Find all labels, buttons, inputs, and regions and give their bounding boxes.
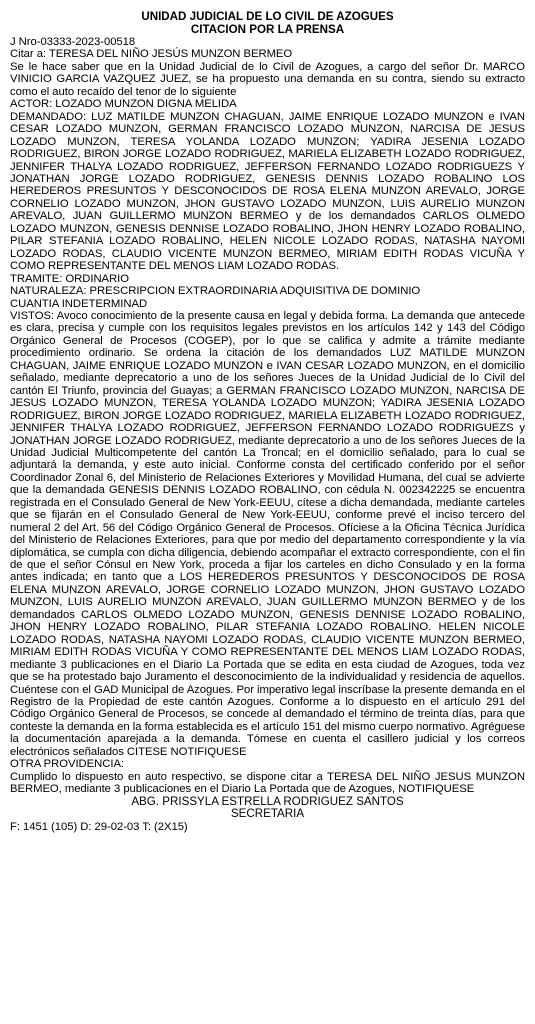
case-number: J Nro-03333-2023-00518 [10,36,136,48]
defendants-paragraph: DEMANDADO: LUZ MATILDE MUNZON CHAGUAN, JAIME ENRIQUE LOZADO MUNZON e IVAN CESAR LOZADO MUNZON, GERMAN FRANCISCO LOZADO MUNZON, NARCISA DE JESUS LOZADO MUNZON, TERESA YOLANDA LOZADO MUNZON; YADIRA JESENIA LOZADO RODRIGUEZ, BIRON JORGE LOZADO RODRIGUEZ, MARIELA ELIZABETH LOZADO RODRIGUEZ, JENNIFER THALYA LOZADO RODRIGUEZ, JEFFERSON FERNANDO LOZADO RODRIGUEZS Y JONATHAN JORGE LOZADO RODRIGUEZ, GENESIS DENNIS LOZADO ROBALINO LOS HEREDEROS PRESUNTOS Y DESCONOCIDOS DE ROSA ELENA MUNZON AREVALO, JORGE CORNELIO LOZADO MUNZON, JHON GUSTAVO LOZADO MUNZON, LUIS AURELIO MUNZON AREVALO, JUAN GUILLERMO MUNZON BERMEO y de los demandados CARLOS OLMEDO LOZADO MUNZON, GENESIS DENNISE LOZADO ROBALINO, JHON HENRY LOZADO ROBALINO, PILAR STEFANIA LOZADO ROBALINO, HELEN NICOLE LOZADO RODAS, NATASHA NAYOMI LOZADO RODAS, CLAUDIO VICENTE MUNZON BERMEO, MIRIAM EDITH RODAS VICUÑA Y COMO REPRESENTANTE DEL MENOS LIAM LOZADO RODAS. [10,110,525,273]
amount-line: CUANTIA INDETERMINAD [10,297,148,310]
actor-line: ACTOR: LOZADO MUNZON DIGNA MELIDA [10,98,237,111]
procedure-line: TRAMITE: ORDINARIO [10,272,129,285]
notice-title: CITACION POR LA PRENSA [190,22,345,36]
cited-person: Citar a: TERESA DEL NIÑO JESÚS MUNZON BERMEO [10,48,293,61]
vistos-paragraph: VISTOS: Avoco conocimiento de la presente causa en legal y debida forma. La demanda que antecede es clara, precisa y cumple con los requisitos legales previstos en los artículos 142 y 143 del Código Orgánico General de Procesos (COGEP), por lo que se califica y admite a trámite mediante procedimiento ordinario. Se ordena la citación de los demandados LUZ MATILDE MUNZON CHAGUAN, JAIME ENRIQUE LOZADO MUNZON e IVAN CESAR LOZADO MUNZON, en el domicilio señalado, mediante deprecatorio a uno de los señores Jueces de la Unidad Judicial de lo Civil del cantón El Triunfo, provincia del Guayas; a GERMAN FRANCISCO LOZADO MUNZON, NARCISA DE JESUS LOZADO MUNZON, TERESA YOLANDA LOZADO MUNZON; YADIRA JESENIA LOZADO RODRIGUEZ, BIRON JORGE LOZADO RODRIGUEZ, MARIELA ELIZABETH LOZADO RODRIGUEZ, JENNIFER THALYA LOZADO RODRIGUEZ, JEFFERSON FERNANDO LOZADO RODRIGUEZS y JONATHAN JORGE LOZADO RODRIGUEZ, mediante deprecatorio a uno de los señores Jueces de la Unidad Judicial Multicompetente del cantón La Troncal; en el domicilio señalado, para lo cual se adjuntará la demanda, y este auto inicial. Conforme consta del certificado conferido por el señor Coordinador Zonal 6, del Ministerio de Relaciones Exteriores y Movilidad Humana, del cual se advierte que la demandada GENESIS DENNIS LOZADO ROBALINO, con cédula N. 002342225 se encuentra registrada en el Consulado General de New York-EEUU, cítese a dicha demandada, mediante carteles que se fijarán en el Consulado General de New York-EEUU, conforme prevé el inciso tercero del numeral 2 del Art. 56 del Código Orgánico General de Procesos. Ofíciese a la Oficina Técnica Jurídica del Ministerio de Relaciones Exteriores, para que por medio del departamento correspondiente y la vía diplomática, se cumpla con dicha diligencia, debiendo acompañar el extracto correspondiente, con el fin de que el señor Cónsul en New York, proceda a fijar los carteles en dicho Consulado y en la forma antes indicada; en tanto que a LOS HEREDEROS PRESUNTOS Y DESCONOCIDOS DE ROSA ELENA MUNZON AREVALO, JORGE CORNELIO LOZADO MUNZON, JHON GUSTAVO LOZADO MUNZON, LUIS AURELIO MUNZON AREVALO, JUAN GUILLERMO MUNZON BERMEO y de los demandados CARLOS OLMEDO LOZADO MUNZON, GENESIS DENNISE LOZADO ROBALINO, JHON HENRY LOZADO ROBALINO, PILAR STEFANIA LOZADO ROBALINO. HELEN NICOLE LOZADO RODAS, NATASHA NAYOMI LOZADO RODAS, CLAUDIO VICENTE MUNZON BERMEO, MIRIAM EDITH RODAS VICUÑA Y COMO REPRESENTANTE DEL MENOS LIAM LOZADO RODAS, mediante 3 publicaciones en el Diario La Portada que se edita en esta ciudad de Azogues, toda vez que se ha protestado bajo Juramento el desconocimiento de la individualidad y residencia de aquellos. Cuéntese con el GAD Municipal de Azogues. Por imperativo legal inscríbase la presente demanda en el Registro de la Propiedad de este cantón Azogues. Conforme a lo dispuesto en el artículo 291 del Código Orgánico General de Procesos, se concede al demandado el término de treinta días, para que conteste la demanda en la forma establecida es el artículo 151 del mismo cuerpo normativo. Agréguese la documentación aparejada a la demanda. Tómese en cuenta el casillero judicial y los correos electrónicos señalados CITESE NOTIFIQUESE [10,309,526,758]
signatory-title: SECRETARIA [230,807,305,821]
signatory-name: ABG. PRISSYLA ESTRELLA RODRIGUEZ SANTOS [131,794,404,808]
compliance-paragraph: Cumplido lo dispuesto en auto respectivo, se dispone citar a TERESA DEL NIÑO JESUS MUNZON BERMEO, mediante 3 publicaciones en el Diario La Portada que de Azogues, NOTIFIQUESE [10,770,525,796]
other-ruling-heading: OTRA PROVIDENCIA: [10,758,125,771]
intro-paragraph: Se le hace saber que en la Unidad Judicial de lo Civil de Azogues, a cargo del señor Dr. MARCO VINICIO GARCIA VAZQUEZ JUEZ, se ha propuesto una demanda en su contra, siendo su extracto como el auto recaído del tenor de lo siguiente [10,60,525,98]
publication-footer: F: 1451 (105) D: 29-02-03 T: (2X15) [10,820,188,833]
nature-line: NATURALEZA: PRESCRIPCION EXTRAORDINARIA ADQUISITIVA DE DOMINIO [10,285,421,298]
court-name: UNIDAD JUDICIAL DE LO CIVIL DE AZOGUES [141,10,394,23]
